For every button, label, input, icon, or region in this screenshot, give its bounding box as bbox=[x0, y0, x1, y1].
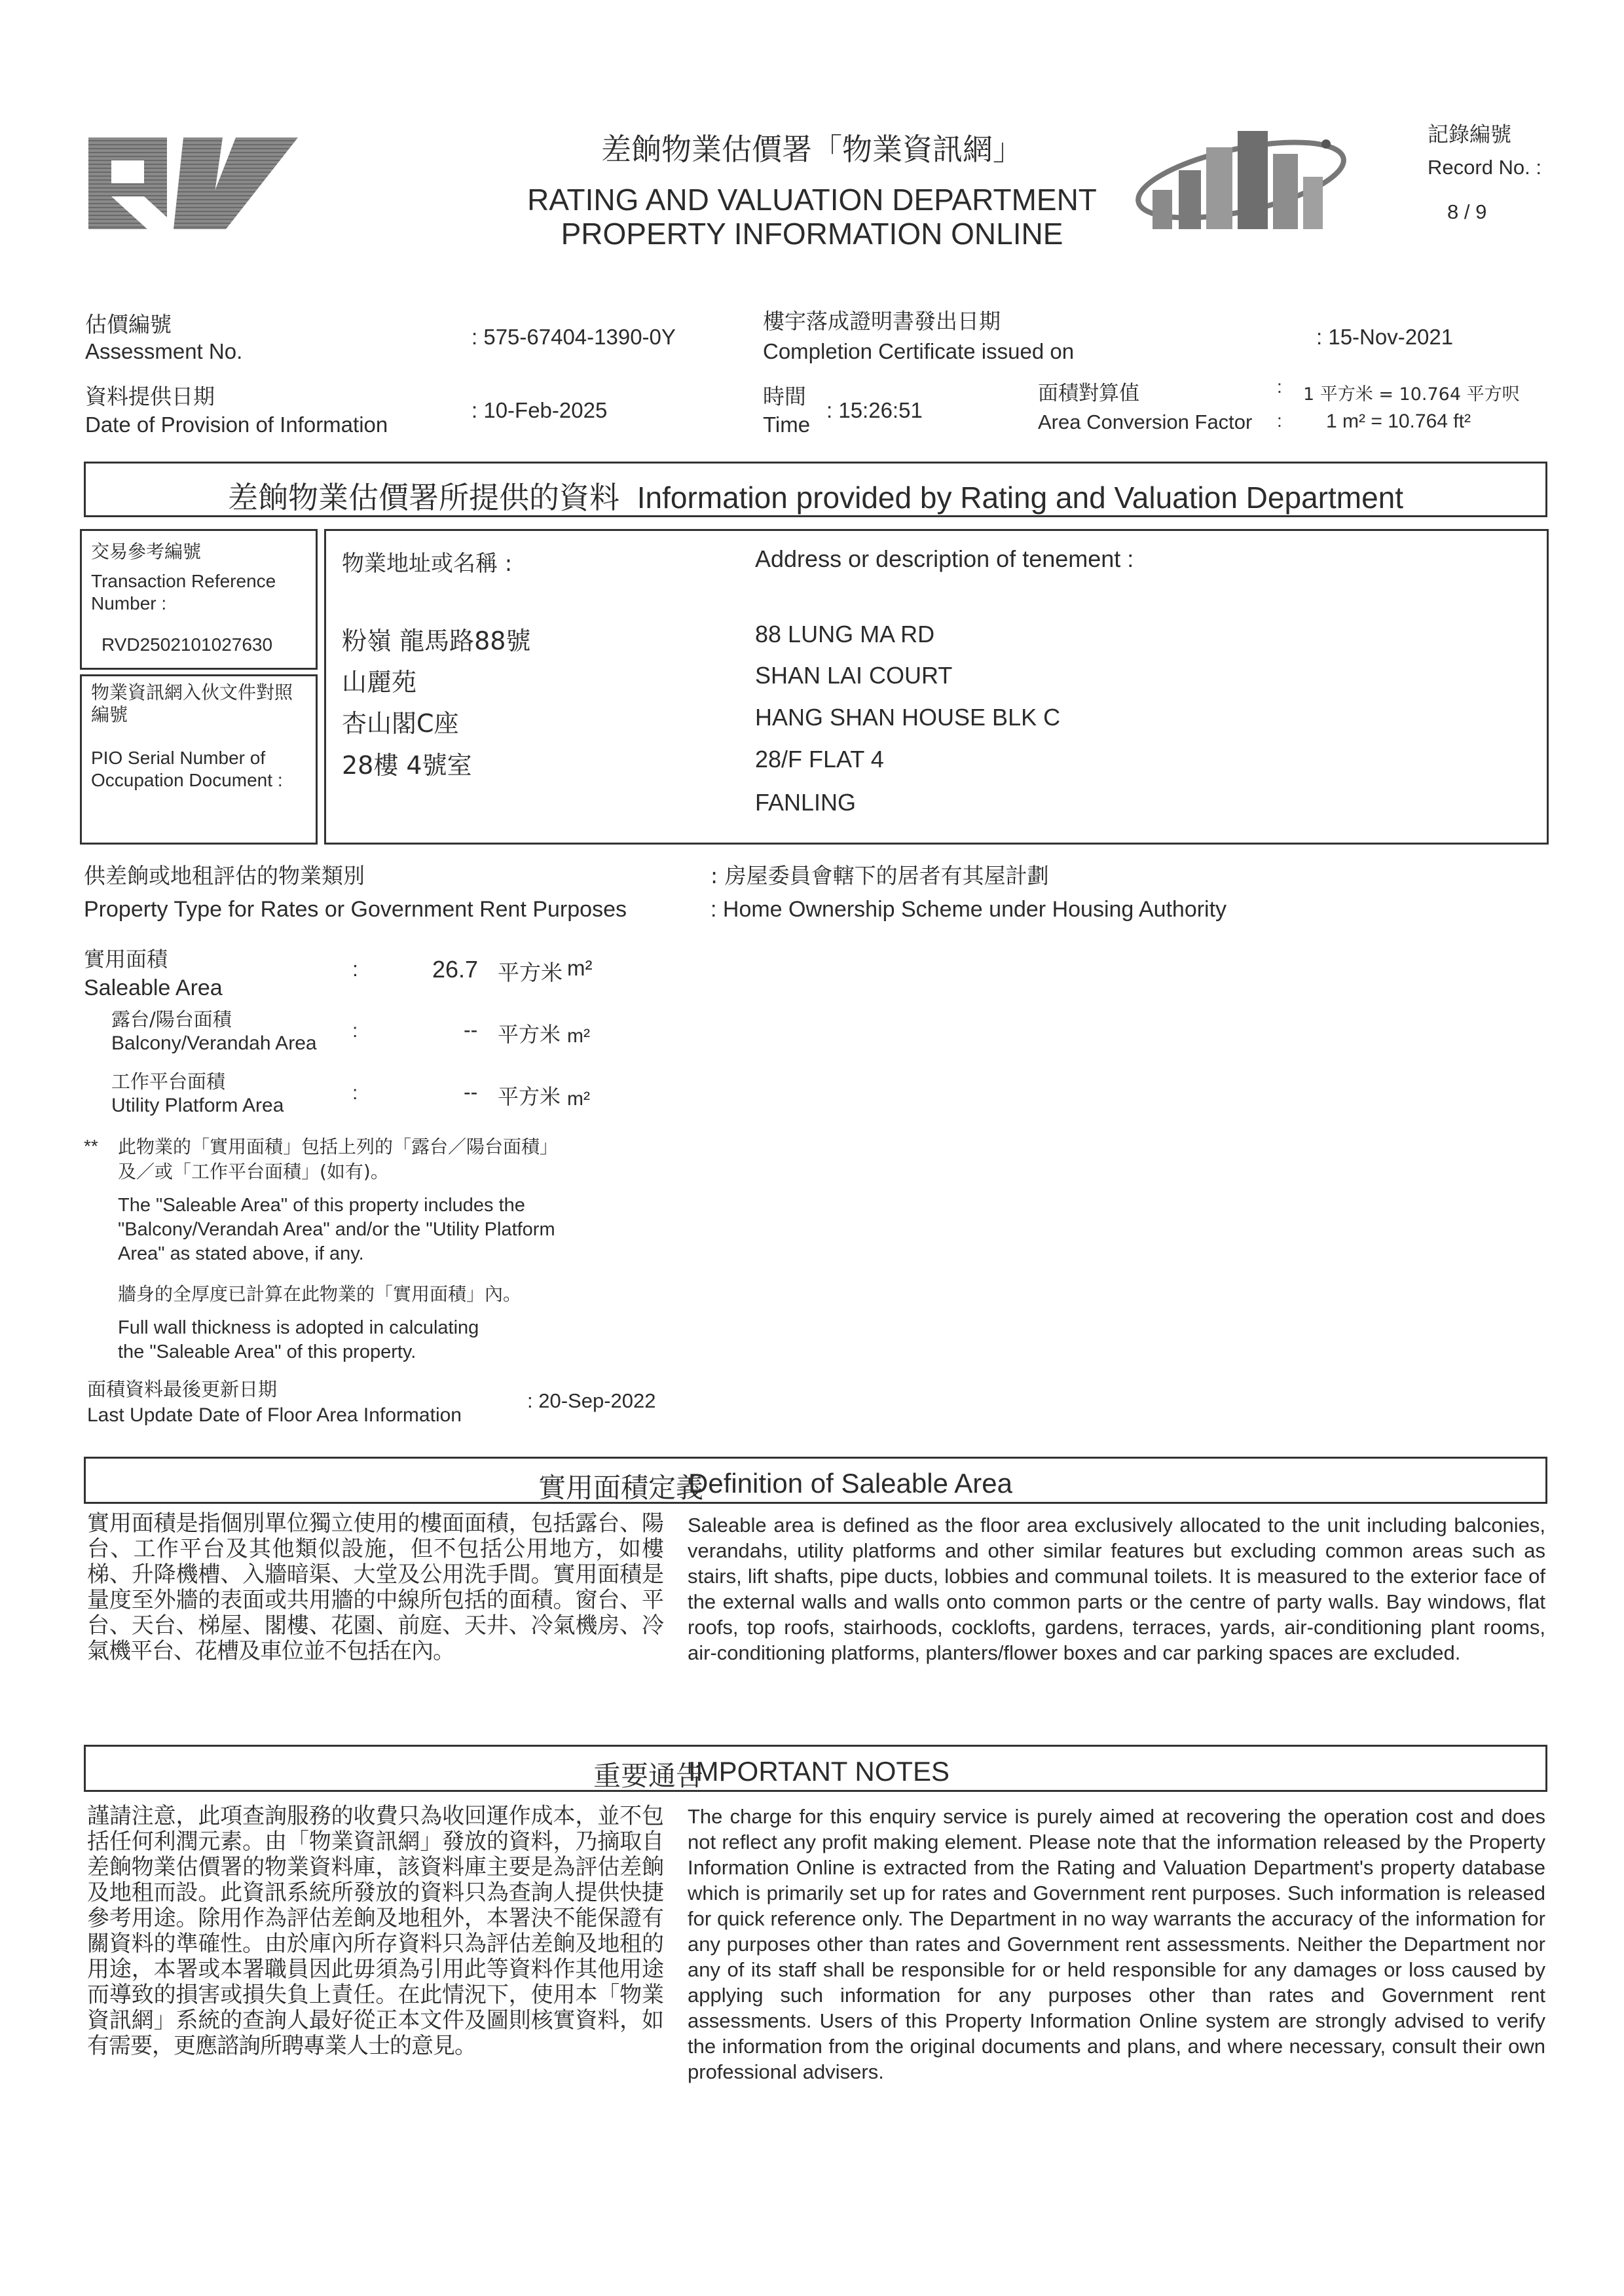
time-value: : 15:26:51 bbox=[826, 398, 923, 422]
balcony-label-en: Balcony/Verandah Area bbox=[111, 1032, 317, 1054]
assessment-label-zh: 估價編號 bbox=[85, 312, 172, 337]
utility-unit-en: m² bbox=[567, 1088, 590, 1110]
note1-en-1: The "Saleable Area" of this property includes the bbox=[118, 1195, 525, 1216]
update-label-zh: 面積資料最後更新日期 bbox=[87, 1378, 278, 1400]
conv-colon-2: : bbox=[1277, 410, 1282, 431]
note1-en-3: Area" as stated above, if any. bbox=[118, 1243, 364, 1264]
note1-zh-2: 及／或「工作平台面積」(如有)。 bbox=[118, 1161, 389, 1182]
completion-label-zh: 樓宇落成證明書發出日期 bbox=[763, 308, 1001, 334]
address-en-4: 28/F FLAT 4 bbox=[755, 746, 884, 773]
definition-text-en: Saleable area is defined as the floor area exclusively allocated to the unit including balconies, verandahs, utility platforms and other similar features but excluding common areas such as stairs, lift shafts, pipe ducts, lobbies and communal toilets. It is measured to the exterior face of the external walls and walls onto common parts or the centre of party walls. Bay windows, flat roofs, top roofs, stairhoods, cocklofts, gardens, terraces, yards, air-conditioning plant rooms, air-conditioning platforms, planters/flower boxes and car parking spaces are excluded. bbox=[688, 1514, 1545, 1664]
address-en-2: SHAN LAI COURT bbox=[755, 662, 953, 689]
note-star: ** bbox=[84, 1136, 98, 1156]
time-label-en: Time bbox=[763, 412, 811, 437]
address-box bbox=[324, 529, 1549, 845]
transaction-ref-box bbox=[80, 529, 318, 670]
important-title-en: IMPORTANT NOTES bbox=[688, 1756, 950, 1787]
note1-zh-1: 此物業的「實用面積」包括上列的「露台／陽台面積」 bbox=[118, 1136, 559, 1157]
property-type-label-en: Property Type for Rates or Government Rent Purposes bbox=[84, 897, 627, 922]
property-type-value-en: : Home Ownership Scheme under Housing Authority bbox=[710, 897, 1227, 922]
pio-serial-box bbox=[80, 674, 318, 845]
header-title-zh: 差餉物業估價署「物業資訊網」 bbox=[601, 132, 1023, 167]
address-header-zh: 物業地址或名稱 : bbox=[342, 551, 513, 577]
important-text-en: The charge for this enquiry service is purely aimed at recovering the operation cost and does not reflect any profit making element. Please note that the information released by the Property Information Online is extracted from the Rating and Valuation Department's property database which is primarily set up for rates and Government rent purposes. Such information is released for quick reference only. The Department in no way warrants the accuracy of the information for any purposes other than rates and Government rent assessments. Neither the Department nor any of its staff shall be responsible for or held responsible for any damages or loss caused by applying such information for any purposes other than rates and Government rent assessments. Users of this Property Information Online system are strongly advised to verify the information from the original documents and plans, and where necessary, consult their own professional advisers. bbox=[688, 1805, 1545, 2083]
saleable-label-zh: 實用面積 bbox=[84, 947, 168, 972]
completion-label-en: Completion Certificate issued on bbox=[763, 339, 1075, 363]
address-header-en: Address or description of tenement : bbox=[755, 545, 1134, 572]
balcony-unit-zh: 平方米 bbox=[498, 1022, 561, 1047]
header-title-en-1: RATING AND VALUATION DEPARTMENT bbox=[527, 183, 1097, 217]
header-title-en-2: PROPERTY INFORMATION ONLINE bbox=[561, 217, 1063, 251]
balcony-label-zh: 露台/陽台面積 bbox=[111, 1008, 232, 1030]
pio-label-en: PIO Serial Number of Occupation Document : bbox=[91, 748, 283, 790]
provision-label-zh: 資料提供日期 bbox=[85, 384, 215, 409]
record-label-en: Record No. : bbox=[1428, 156, 1542, 179]
address-zh-1: 粉嶺 龍馬路88號 bbox=[342, 627, 531, 655]
saleable-value: 26.7 bbox=[432, 956, 479, 983]
assessment-value: : 575-67404-1390-0Y bbox=[471, 325, 676, 349]
important-header bbox=[84, 1745, 1547, 1792]
update-label-en: Last Update Date of Floor Area Information bbox=[87, 1404, 462, 1426]
info-banner bbox=[84, 462, 1547, 517]
address-zh-3: 杏山閣C座 bbox=[342, 709, 459, 738]
completion-value: : 15-Nov-2021 bbox=[1316, 325, 1454, 349]
definition-title-zh: 實用面積定義 bbox=[538, 1472, 703, 1504]
ref-label-en: Transaction Reference Number : bbox=[91, 571, 276, 613]
saleable-colon: : bbox=[352, 957, 358, 981]
provision-value: : 10-Feb-2025 bbox=[471, 398, 608, 422]
address-zh-2: 山麗苑 bbox=[342, 668, 417, 697]
important-text-zh: 謹請注意，此項查詢服務的收費只為收回運作成本，並不包括任何利潤元素。由「物業資訊網」發放的資料，乃摘取自差餉物業估價署的物業資料庫，該資料庫主要是為評估差餉及地租而設。此資訊系統所發放的資料只為查詢人提供快捷參考用途。除用作為評估差餉及地租外，本署決不能保證有關資料的準確性。由於庫內所存資料只為評估差餉及地租的用途，本署或本署職員因此毋須為引用此等資料作其他用途而導致的損害或損失負上責任。在此情況下，使用本「物業資訊網」系統的查詢人最好從正本文件及圖則核實資料，如有需要，更應諮詢所聘專業人士的意見。 bbox=[87, 1803, 663, 2059]
conv-label-en: Area Conversion Factor bbox=[1038, 410, 1253, 433]
property-type-value-zh: : 房屋委員會轄下的居者有其屋計劃 bbox=[710, 863, 1049, 888]
utility-label-zh: 工作平台面積 bbox=[111, 1070, 226, 1093]
property-type-label-zh: 供差餉或地租評估的物業類別 bbox=[84, 863, 365, 888]
conv-value-en: 1 m² = 10.764 ft² bbox=[1326, 410, 1471, 432]
note2-en-2: the "Saleable Area" of this property. bbox=[118, 1341, 416, 1362]
record-no: 8 / 9 bbox=[1447, 200, 1487, 223]
provision-label-en: Date of Provision of Information bbox=[85, 412, 388, 437]
address-zh-4: 28樓 4號室 bbox=[342, 751, 472, 780]
banner-zh: 差餉物業估價署所提供的資料 bbox=[227, 480, 619, 515]
utility-label-en: Utility Platform Area bbox=[111, 1095, 284, 1116]
address-en-3: HANG SHAN HOUSE BLK C bbox=[755, 704, 1061, 731]
record-label-zh: 記錄編號 bbox=[1428, 122, 1512, 147]
conv-label-zh: 面積對算值 bbox=[1038, 382, 1139, 405]
note1-en-2: "Balcony/Verandah Area" and/or the "Utility Platform bbox=[118, 1219, 555, 1240]
saleable-label-en: Saleable Area bbox=[84, 975, 223, 1000]
address-en-1: 88 LUNG MA RD bbox=[755, 621, 935, 647]
banner-en: Information provided by Rating and Valuation Department bbox=[637, 481, 1404, 515]
balcony-unit-en: m² bbox=[567, 1025, 590, 1047]
important-title-zh: 重要通告 bbox=[593, 1760, 703, 1792]
saleable-unit-zh: 平方米 bbox=[498, 960, 563, 985]
update-value: : 20-Sep-2022 bbox=[527, 1389, 656, 1412]
definition-title-en: Definition of Saleable Area bbox=[688, 1468, 1012, 1499]
conv-value-zh: 1 平方米 = 10.764 平方呎 bbox=[1303, 384, 1520, 405]
definition-header bbox=[84, 1457, 1547, 1504]
note2-en-1: Full wall thickness is adopted in calculating bbox=[118, 1317, 479, 1338]
balcony-value: -- bbox=[464, 1018, 478, 1042]
utility-value: -- bbox=[464, 1080, 478, 1104]
balcony-colon: : bbox=[352, 1020, 358, 1042]
assessment-label-en: Assessment No. bbox=[85, 339, 243, 363]
pio-label-zh: 物業資訊網入伙文件對照編號 bbox=[91, 682, 293, 725]
time-label-zh: 時間 bbox=[763, 384, 806, 409]
ref-value: RVD2502101027630 bbox=[101, 634, 273, 655]
utility-unit-zh: 平方米 bbox=[498, 1084, 561, 1109]
address-en-5: FANLING bbox=[755, 789, 857, 816]
conv-colon-1: : bbox=[1277, 376, 1282, 397]
ref-label-zh: 交易參考編號 bbox=[91, 541, 202, 562]
pio-building-logo bbox=[1126, 118, 1349, 236]
note2-zh: 牆身的全厚度已計算在此物業的「實用面積」內。 bbox=[118, 1283, 522, 1305]
definition-text-zh: 實用面積是指個別單位獨立使用的樓面面積，包括露台、陽台、工作平台及其他類似設施，但不包括公用地方，如樓梯、升降機槽、入牆暗渠、大堂及公用洗手間。實用面積是量度至外牆的表面或共用牆的中線所包括的面積。窗台、平台、天台、梯屋、閣樓、花園、前庭、天井、冷氣機房、冷氣機平台、花槽及車位並不包括在內。 bbox=[87, 1510, 663, 1664]
saleable-unit-en: m² bbox=[567, 956, 593, 980]
utility-colon: : bbox=[352, 1082, 358, 1104]
